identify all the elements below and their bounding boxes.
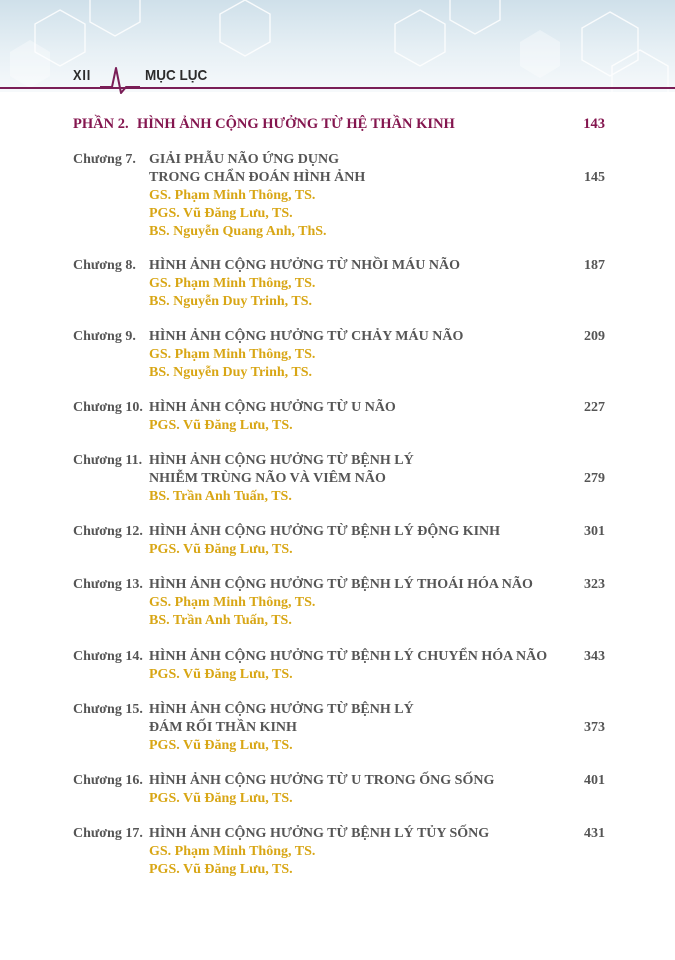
chapter-page: 187	[584, 258, 605, 273]
chapter-author: BS. Nguyễn Duy Trinh, TS.	[149, 294, 313, 309]
chapter-author: PGS. Vũ Đăng Lưu, TS.	[149, 738, 293, 753]
chapter-page: 145	[584, 170, 605, 185]
heartbeat-icon	[100, 62, 140, 96]
chapter-lines	[149, 399, 579, 435]
chapter-author: GS. Phạm Minh Thông, TS.	[149, 188, 316, 203]
chapter-number: Chương 10.	[73, 400, 143, 415]
chapter-lines	[149, 772, 579, 808]
chapter-page: 301	[584, 524, 605, 539]
chapter-lines	[149, 452, 579, 506]
chapter-title: HÌNH ẢNH CỘNG HƯỞNG TỪ BỆNH LÝ TỦY SỐNG	[149, 826, 490, 841]
chapter-author: PGS. Vũ Đăng Lưu, TS.	[149, 791, 293, 806]
chapter-page: 343	[584, 649, 605, 664]
chapter-page: 401	[584, 773, 605, 788]
chapter-lines	[149, 648, 579, 684]
chapter-title: HÌNH ẢNH CỘNG HƯỞNG TỪ NHỒI MÁU NÃO	[149, 258, 460, 273]
chapter-title: TRONG CHẨN ĐOÁN HÌNH ẢNH	[149, 170, 366, 185]
chapter-author: BS. Trần Anh Tuấn, TS.	[149, 613, 292, 628]
chapter-lines	[149, 576, 579, 630]
chapter-number: Chương 17.	[73, 826, 143, 841]
part-number: PHẦN 2.	[73, 116, 129, 132]
chapter-number: Chương 16.	[73, 773, 143, 788]
chapter-author: GS. Phạm Minh Thông, TS.	[149, 844, 316, 859]
chapter-author: PGS. Vũ Đăng Lưu, TS.	[149, 862, 293, 877]
chapter-lines	[149, 523, 579, 559]
chapter-author: PGS. Vũ Đăng Lưu, TS.	[149, 542, 293, 557]
chapter-author: BS. Nguyễn Duy Trinh, TS.	[149, 365, 313, 380]
chapter-author: GS. Phạm Minh Thông, TS.	[149, 347, 316, 362]
chapter-author: BS. Nguyễn Quang Anh, ThS.	[149, 224, 327, 239]
chapter-title: HÌNH ẢNH CỘNG HƯỞNG TỪ U TRONG ỐNG SỐNG	[149, 773, 495, 788]
chapter-page: 431	[584, 826, 605, 841]
chapter-page: 373	[584, 720, 605, 735]
chapter-title: HÌNH ẢNH CỘNG HƯỞNG TỪ BỆNH LÝ THOÁI HÓA NÃO	[149, 577, 533, 592]
chapter-author: PGS. Vũ Đăng Lưu, TS.	[149, 418, 293, 433]
chapter-author: BS. Trần Anh Tuấn, TS.	[149, 489, 292, 504]
chapter-title: ĐÁM RỐI THẦN KINH	[149, 720, 297, 735]
chapter-lines	[149, 701, 579, 755]
chapter-number: Chương 7.	[73, 152, 136, 167]
chapter-title: HÌNH ẢNH CỘNG HƯỞNG TỪ CHẢY MÁU NÃO	[149, 329, 464, 344]
chapter-number: Chương 13.	[73, 577, 143, 592]
chapter-page: 209	[584, 329, 605, 344]
chapter-lines	[149, 825, 579, 879]
chapter-title: HÌNH ẢNH CỘNG HƯỞNG TỪ BỆNH LÝ	[149, 702, 414, 717]
chapter-title: HÌNH ẢNH CỘNG HƯỞNG TỪ BỆNH LÝ CHUYỂN HÓA NÃO	[149, 649, 548, 664]
chapter-title: HÌNH ẢNH CỘNG HƯỞNG TỪ U NÃO	[149, 400, 396, 415]
chapter-page: 323	[584, 577, 605, 592]
chapter-lines	[149, 328, 579, 382]
page-number: XII	[73, 67, 92, 84]
chapter-title: HÌNH ẢNH CỘNG HƯỞNG TỪ BỆNH LÝ ĐỘNG KINH	[149, 524, 501, 539]
chapter-page: 227	[584, 400, 605, 415]
chapter-number: Chương 11.	[73, 453, 143, 468]
chapter-page: 279	[584, 471, 605, 486]
section-title: MỤC LỤC	[145, 67, 208, 84]
chapter-author: PGS. Vũ Đăng Lưu, TS.	[149, 667, 293, 682]
chapter-number: Chương 12.	[73, 524, 143, 539]
chapter-title: HÌNH ẢNH CỘNG HƯỞNG TỪ BỆNH LÝ	[149, 453, 414, 468]
chapter-author: PGS. Vũ Đăng Lưu, TS.	[149, 206, 293, 221]
chapter-number: Chương 15.	[73, 702, 143, 717]
part-page: 143	[583, 116, 605, 132]
chapter-number: Chương 8.	[73, 258, 136, 273]
chapter-number: Chương 9.	[73, 329, 136, 344]
chapter-lines	[149, 257, 579, 311]
chapter-author: GS. Phạm Minh Thông, TS.	[149, 595, 316, 610]
chapter-number: Chương 14.	[73, 649, 143, 664]
chapter-title: NHIỄM TRÙNG NÃO VÀ VIÊM NÃO	[149, 471, 386, 486]
chapter-author: GS. Phạm Minh Thông, TS.	[149, 276, 316, 291]
chapter-lines	[149, 151, 579, 241]
part-title: HÌNH ẢNH CỘNG HƯỞNG TỪ HỆ THẦN KINH	[137, 116, 455, 132]
chapter-title: GIẢI PHẪU NÃO ỨNG DỤNG	[149, 152, 340, 167]
